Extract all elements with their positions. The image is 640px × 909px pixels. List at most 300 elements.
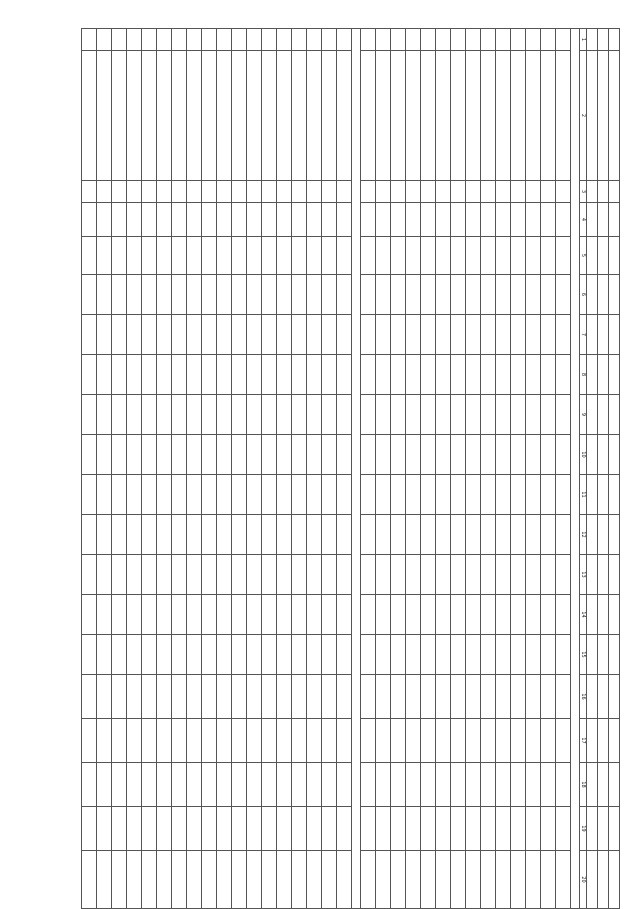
table-cell xyxy=(97,807,112,851)
table-cell xyxy=(277,515,292,555)
table-cell xyxy=(322,355,337,395)
table-cell xyxy=(598,515,609,555)
table-cell xyxy=(202,395,217,435)
table-cell xyxy=(112,435,127,475)
table-cell xyxy=(172,355,187,395)
table-cell xyxy=(172,395,187,435)
table-cell xyxy=(587,275,598,315)
table-cell xyxy=(466,237,481,275)
table-cell xyxy=(217,203,232,237)
table-cell xyxy=(262,355,277,395)
section-title xyxy=(571,29,580,909)
table-cell xyxy=(322,555,337,595)
table-cell xyxy=(247,675,262,719)
table-cell xyxy=(232,515,247,555)
table-cell xyxy=(157,395,172,435)
table-cell xyxy=(292,355,307,395)
table-cell xyxy=(217,515,232,555)
table-cell xyxy=(526,237,541,275)
table-row xyxy=(421,29,436,909)
table-cell xyxy=(112,807,127,851)
table-cell xyxy=(322,675,337,719)
table-cell xyxy=(511,515,526,555)
table-cell xyxy=(541,237,556,275)
table-cell xyxy=(187,51,202,181)
table-cell xyxy=(609,315,620,355)
table-cell xyxy=(202,763,217,807)
table-cell xyxy=(157,181,172,203)
table-cell xyxy=(97,275,112,315)
table-cell xyxy=(496,355,511,395)
table-cell xyxy=(202,275,217,315)
table-cell xyxy=(481,29,496,51)
table-cell xyxy=(466,675,481,719)
table-cell xyxy=(496,29,511,51)
table-cell xyxy=(481,355,496,395)
table-cell xyxy=(262,555,277,595)
table-cell xyxy=(609,395,620,435)
table-row xyxy=(466,29,481,909)
table-cell xyxy=(466,203,481,237)
table-cell xyxy=(292,763,307,807)
table-row xyxy=(127,29,142,909)
table-cell xyxy=(202,515,217,555)
table-cell xyxy=(277,675,292,719)
table-cell xyxy=(451,181,466,203)
header-row xyxy=(587,29,598,909)
table-cell xyxy=(361,181,376,203)
table-cell xyxy=(307,315,322,355)
table-row xyxy=(496,29,511,909)
column-number: 10 xyxy=(580,435,587,475)
table-cell xyxy=(157,763,172,807)
table-cell xyxy=(172,675,187,719)
table-cell xyxy=(451,29,466,51)
table-cell xyxy=(481,635,496,675)
table-cell xyxy=(127,635,142,675)
table-cell xyxy=(587,315,598,355)
table-cell xyxy=(277,807,292,851)
table-cell xyxy=(82,315,97,355)
table-cell xyxy=(587,515,598,555)
table-cell xyxy=(609,635,620,675)
table-cell xyxy=(142,851,157,909)
table-cell xyxy=(112,555,127,595)
table-cell xyxy=(391,763,406,807)
table-cell xyxy=(556,851,571,909)
table-cell xyxy=(391,355,406,395)
table-cell xyxy=(82,475,97,515)
table-cell xyxy=(466,51,481,181)
table-cell xyxy=(277,719,292,763)
table-cell xyxy=(598,29,609,51)
table-cell xyxy=(587,237,598,275)
table-cell xyxy=(421,851,436,909)
table-cell xyxy=(202,435,217,475)
table-row xyxy=(217,29,232,909)
table-cell xyxy=(127,435,142,475)
table-cell xyxy=(307,237,322,275)
table-cell xyxy=(247,515,262,555)
table-cell xyxy=(127,315,142,355)
table-row xyxy=(526,29,541,909)
table-row xyxy=(202,29,217,909)
table-cell xyxy=(541,181,556,203)
table-cell xyxy=(451,315,466,355)
table-cell xyxy=(292,395,307,435)
table-cell xyxy=(142,635,157,675)
table-cell xyxy=(247,555,262,595)
table-cell xyxy=(598,807,609,851)
table-cell xyxy=(277,237,292,275)
table-cell xyxy=(142,29,157,51)
table-cell xyxy=(142,435,157,475)
table-cell xyxy=(376,635,391,675)
table-cell xyxy=(187,595,202,635)
table-cell xyxy=(187,555,202,595)
table-cell xyxy=(451,807,466,851)
table-cell xyxy=(376,435,391,475)
table-cell xyxy=(187,29,202,51)
table-cell xyxy=(112,315,127,355)
table-cell xyxy=(391,475,406,515)
table-cell xyxy=(322,807,337,851)
table-cell xyxy=(609,719,620,763)
table-cell xyxy=(421,237,436,275)
column-number: 13 xyxy=(580,555,587,595)
table-cell xyxy=(511,763,526,807)
table-cell xyxy=(247,475,262,515)
table-cell xyxy=(496,181,511,203)
table-cell xyxy=(232,181,247,203)
table-cell xyxy=(451,719,466,763)
table-cell xyxy=(142,237,157,275)
table-cell xyxy=(97,51,112,181)
table-cell xyxy=(277,275,292,315)
table-cell xyxy=(406,719,421,763)
table-cell xyxy=(172,315,187,355)
table-cell xyxy=(337,635,352,675)
table-cell xyxy=(481,851,496,909)
table-cell xyxy=(292,851,307,909)
table-cell xyxy=(172,237,187,275)
table-cell xyxy=(337,51,352,181)
table-cell xyxy=(172,181,187,203)
table-cell xyxy=(391,635,406,675)
table-cell xyxy=(451,555,466,595)
table-cell xyxy=(262,515,277,555)
table-cell xyxy=(391,181,406,203)
column-number: 4 xyxy=(580,203,587,237)
table-cell xyxy=(97,675,112,719)
table-cell xyxy=(307,675,322,719)
table-cell xyxy=(376,29,391,51)
table-cell xyxy=(556,515,571,555)
table-cell xyxy=(421,275,436,315)
table-cell xyxy=(172,763,187,807)
table-cell xyxy=(436,237,451,275)
table-cell xyxy=(436,851,451,909)
table-cell xyxy=(217,315,232,355)
table-cell xyxy=(511,395,526,435)
table-cell xyxy=(541,515,556,555)
table-cell xyxy=(127,515,142,555)
table-cell xyxy=(391,275,406,315)
table-cell xyxy=(82,275,97,315)
table-cell xyxy=(142,395,157,435)
table-cell xyxy=(526,275,541,315)
table-cell xyxy=(232,203,247,237)
table-cell xyxy=(172,435,187,475)
table-cell xyxy=(587,719,598,763)
table-cell xyxy=(142,807,157,851)
table-cell xyxy=(337,807,352,851)
table-cell xyxy=(142,555,157,595)
table-cell xyxy=(598,719,609,763)
table-cell xyxy=(82,807,97,851)
table-cell xyxy=(481,181,496,203)
table-row xyxy=(112,29,127,909)
table-cell xyxy=(172,51,187,181)
table-cell xyxy=(391,435,406,475)
table-cell xyxy=(496,395,511,435)
table-row xyxy=(307,29,322,909)
table-cell xyxy=(421,555,436,595)
column-number-row xyxy=(580,29,587,909)
table-cell xyxy=(511,29,526,51)
table-cell xyxy=(481,275,496,315)
table-cell xyxy=(481,315,496,355)
table-cell xyxy=(556,181,571,203)
table-cell xyxy=(187,635,202,675)
table-cell xyxy=(172,851,187,909)
table-cell xyxy=(277,595,292,635)
table-row xyxy=(262,29,277,909)
table-cell xyxy=(232,595,247,635)
table-cell xyxy=(277,635,292,675)
table-cell xyxy=(292,635,307,675)
table-cell xyxy=(376,475,391,515)
table-cell xyxy=(247,203,262,237)
table-cell xyxy=(292,203,307,237)
table-cell xyxy=(406,807,421,851)
column-number: 9 xyxy=(580,395,587,435)
table-cell xyxy=(556,355,571,395)
table-row xyxy=(82,29,97,909)
table-cell xyxy=(292,51,307,181)
table-cell xyxy=(202,29,217,51)
table-cell xyxy=(421,675,436,719)
table-cell xyxy=(217,275,232,315)
table-cell xyxy=(466,515,481,555)
table-cell xyxy=(97,203,112,237)
table-cell xyxy=(609,675,620,719)
table-cell xyxy=(451,475,466,515)
table-cell xyxy=(127,475,142,515)
table-cell xyxy=(609,203,620,237)
column-number: 18 xyxy=(580,763,587,807)
table-cell xyxy=(337,763,352,807)
table-cell xyxy=(587,635,598,675)
table-cell xyxy=(172,595,187,635)
table-cell xyxy=(97,181,112,203)
table-cell xyxy=(526,51,541,181)
table-row xyxy=(481,29,496,909)
table-cell xyxy=(112,515,127,555)
table-cell xyxy=(202,355,217,395)
table-cell xyxy=(376,237,391,275)
table-cell xyxy=(496,675,511,719)
table-cell xyxy=(97,395,112,435)
table-cell xyxy=(157,719,172,763)
table-cell xyxy=(187,719,202,763)
table-row xyxy=(451,29,466,909)
column-number: 2 xyxy=(580,51,587,181)
table-cell xyxy=(217,719,232,763)
table-cell xyxy=(598,475,609,515)
table-cell xyxy=(541,555,556,595)
table-cell xyxy=(511,719,526,763)
table-cell xyxy=(262,675,277,719)
table-cell xyxy=(337,237,352,275)
table-cell xyxy=(262,595,277,635)
table-cell xyxy=(82,435,97,475)
table-cell xyxy=(436,719,451,763)
table-cell xyxy=(496,763,511,807)
table-cell xyxy=(541,435,556,475)
table-cell xyxy=(337,555,352,595)
table-cell xyxy=(436,275,451,315)
table-cell xyxy=(376,275,391,315)
table-cell xyxy=(466,275,481,315)
table-cell xyxy=(598,355,609,395)
table-cell xyxy=(142,515,157,555)
table-cell xyxy=(277,181,292,203)
column-number: 17 xyxy=(580,719,587,763)
table-cell xyxy=(112,851,127,909)
table-cell xyxy=(436,355,451,395)
table-cell xyxy=(556,395,571,435)
table-cell xyxy=(421,807,436,851)
table-cell xyxy=(277,475,292,515)
table-cell xyxy=(361,51,376,181)
table-cell xyxy=(598,203,609,237)
table-cell xyxy=(247,719,262,763)
table-row xyxy=(172,29,187,909)
table-cell xyxy=(82,719,97,763)
table-cell xyxy=(376,51,391,181)
table-cell xyxy=(217,763,232,807)
table-cell xyxy=(127,675,142,719)
table-cell xyxy=(436,595,451,635)
table-cell xyxy=(526,595,541,635)
table-cell xyxy=(157,51,172,181)
table-cell xyxy=(556,435,571,475)
table-cell xyxy=(142,203,157,237)
table-cell xyxy=(142,315,157,355)
table-cell xyxy=(526,719,541,763)
table-row xyxy=(541,29,556,909)
table-cell xyxy=(466,29,481,51)
table-cell xyxy=(406,475,421,515)
table-cell xyxy=(292,237,307,275)
table-cell xyxy=(187,181,202,203)
table-cell xyxy=(307,203,322,237)
table-cell xyxy=(598,635,609,675)
table-cell xyxy=(421,719,436,763)
table-cell xyxy=(466,763,481,807)
table-cell xyxy=(436,29,451,51)
table-cell xyxy=(526,395,541,435)
table-cell xyxy=(127,275,142,315)
table-cell xyxy=(496,555,511,595)
table-cell xyxy=(82,395,97,435)
table-cell xyxy=(451,675,466,719)
table-cell xyxy=(609,29,620,51)
table-cell xyxy=(337,719,352,763)
table-cell xyxy=(511,203,526,237)
table-cell xyxy=(541,719,556,763)
table-cell xyxy=(112,203,127,237)
table-cell xyxy=(541,675,556,719)
table-cell xyxy=(187,395,202,435)
table-cell xyxy=(466,355,481,395)
table-cell xyxy=(262,395,277,435)
table-cell xyxy=(451,355,466,395)
table-cell xyxy=(421,595,436,635)
table-cell xyxy=(112,675,127,719)
column-number: 6 xyxy=(580,275,587,315)
table-cell xyxy=(609,181,620,203)
table-row xyxy=(511,29,526,909)
table-cell xyxy=(127,555,142,595)
table-cell xyxy=(511,475,526,515)
table-cell xyxy=(451,395,466,435)
table-cell xyxy=(307,435,322,475)
table-cell xyxy=(361,395,376,435)
table-cell xyxy=(587,595,598,635)
table-cell xyxy=(292,719,307,763)
table-cell xyxy=(157,807,172,851)
table-cell xyxy=(97,635,112,675)
table-cell xyxy=(451,435,466,475)
table-cell xyxy=(496,635,511,675)
table-cell xyxy=(232,51,247,181)
rotated-table-wrapper xyxy=(20,28,620,883)
table-cell xyxy=(406,595,421,635)
table-cell xyxy=(202,555,217,595)
table-cell xyxy=(361,675,376,719)
table-cell xyxy=(292,675,307,719)
table-cell xyxy=(391,555,406,595)
table-cell xyxy=(526,763,541,807)
table-cell xyxy=(172,515,187,555)
table-cell xyxy=(307,181,322,203)
table-cell xyxy=(307,51,322,181)
table-cell xyxy=(481,807,496,851)
table-cell xyxy=(436,315,451,355)
table-cell xyxy=(322,595,337,635)
table-cell xyxy=(217,355,232,395)
table-cell xyxy=(587,29,598,51)
table-cell xyxy=(587,475,598,515)
table-cell xyxy=(511,555,526,595)
table-cell xyxy=(262,635,277,675)
table-cell xyxy=(541,395,556,435)
table-cell xyxy=(322,515,337,555)
table-cell xyxy=(307,719,322,763)
table-cell xyxy=(232,555,247,595)
